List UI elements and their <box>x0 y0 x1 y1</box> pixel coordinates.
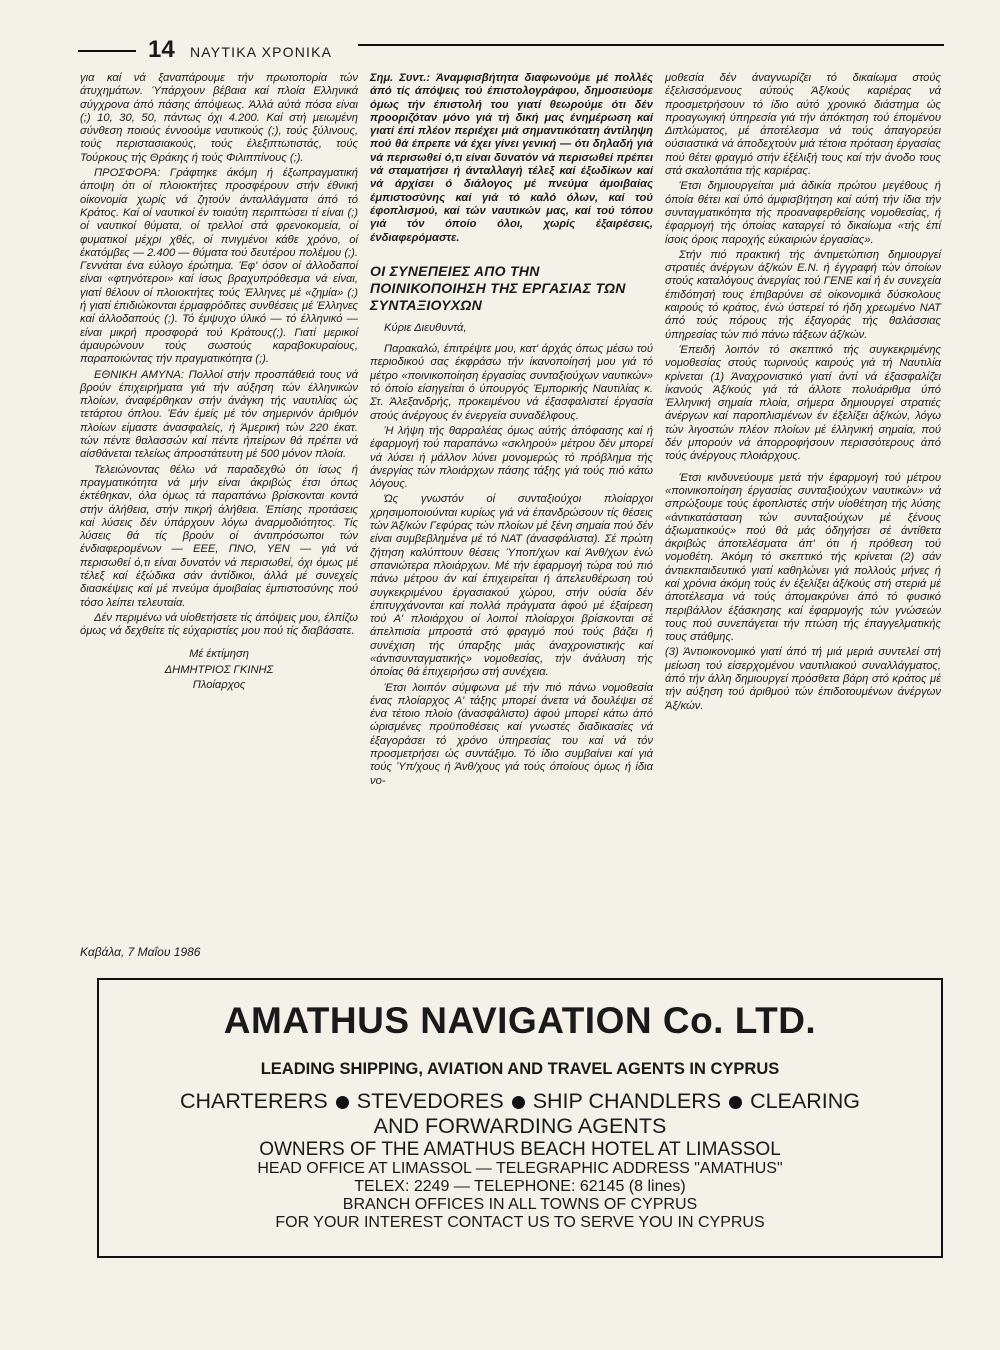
page-header <box>78 36 944 66</box>
paragraph: ΕΘΝΙΚΗ ΑΜΥΝΑ: Πολλοί στήν προσπάθειά τους νά βρούν έπιχειρήματα γιά τήν αύξηση τών έλληνικών πλοίων, άναφέρθηκαν στήν άνάγκη τής ναυτιλίας ώς τετάρτου όπλου. Έάν έμείς μέ τόν σημερινόν άριθμόν πλοίων είμαστε άνασφαλείς, ή Άμερική τών 220 έκατ. τών πέντε θαλασσών καί πέντε ήπείρων θά πρέπει νά αίσθάνεται τελείως άπροστάτευτη μέ 500 μόνον πλοία. <box>80 368 358 461</box>
ad-branches: BRANCH OFFICES IN ALL TOWNS OF CYPRUS <box>342 1196 698 1213</box>
column-3 <box>665 72 941 715</box>
advertisement <box>97 978 943 1258</box>
service-item: SHIP CHANDLERS <box>532 1089 722 1113</box>
paragraph: Παρακαλώ, έπιτρέψτε μου, κατ' άρχάς όπως μέσω τού περιοδικού σας έκφράσω τήν ίκανοποίησή μου γιά τό μέτρο «ποινικοποίηση έργασίας συνταξιούχων ναυτικών» τό όποίο είσηγείται ό ύπουργός Έμπορικής Ναυτιλίας κ. Στ. Άλεξανδρής, προκειμένου νά έξασφαλιστεί έργασία στούς άνέργους έν ένεργεία συναδέλφους. <box>370 343 653 422</box>
ad-telex: TELEX: 2249 — TELEPHONE: 62145 (8 lines) <box>354 1178 686 1195</box>
ad-owners: OWNERS OF THE AMATHUS BEACH HOTEL AT LIMASSOL <box>259 1139 781 1160</box>
paragraph: Έπειδή λοιπόν τό σκεπτικό τής συγκεκριμένης νομοθεσίας στούς τωρινούς καιρούς γιά τή Ναυτιλία κρίνεται (1) Άναχρονιστικό γιατί άντί νά έξασφαλίζει ίκανούς Άξ/κούς γιά τά άλλοτε πολυάριθμα ύπό Έλληνική σημαία πλοία, σήμερα δημιουργεί στρατιές άνέργων καί παροπλισμένων έν έξελίξει άξ/κών, λόγω τών λιγοστών πλέον πλοίων μέ έλληνική σημαία, πού δέν μπορούν νά άπορροφήσουν περισσότερους άπό τούς άνέργους πλοιάρχους. <box>665 343 941 463</box>
paragraph: Έτσι δημιουργείται μιά άδικία πρώτου μεγέθους ή όποία θέτει καί ύπό άμφισβήτηση καί αύτή τήν ίδια τήν συνταγματικότητα τής προαναφερθείσης νομοθεσίας, ή έφαρμογή τής όποίας καταργεί τό δικαίωμα «τής έπί ίσοις όροις παροχής εύκαιριών έργασίας». <box>665 180 941 246</box>
ad-tagline: LEADING SHIPPING, AVIATION AND TRAVEL AGENTS IN CYPRUS <box>260 1060 780 1078</box>
header-rule-left <box>78 50 136 52</box>
editor-note: Σημ. Συντ.: Άναμφισβήτητα διαφωνούμε μέ πολλές άπό τίς άπόψεις τού έπιστολογράφου, δημοσιεύομε όμως τήν έπιστολή του γιατί θεωρούμε ότι δέν προοριζόταν μόνο γιά τή δική μας ένημέρωση καί γιατί έπί πλέον περιέχει μιά σημαντικότατη άντίληψη πού θά έπρεπε νά έχει γίνει γενική — ότι δηλαδή γιά νά περισωθεί ό,τι είναι δυνατόν νά περισωθεί πρέπει νά σταματήσει ή άνταλλαγή τέλεξ καί έξωδίκων καί νά άρχίσει ό διάλογος μέ πνεύμα άμοιβαίας έμπιστοσύνης καί γιά τό καλό όλων, καί τού έφοπλισμού, καί τών ναυτικών μας, καί τού τόπου γιά τόν όποίο όλοι, χωρίς έξαιρέσεις, ένδιαφερόμαστε. <box>370 72 653 244</box>
ad-contact: FOR YOUR INTEREST CONTACT US TO SERVE YOU IN CYPRUS <box>275 1214 765 1231</box>
signature-closing: Μέ έκτίμηση <box>189 648 249 661</box>
service-item: CHARTERERS <box>179 1089 328 1113</box>
service-item: CLEARING <box>750 1089 860 1113</box>
ad-services <box>99 1089 941 1139</box>
paragraph: Τελειώνοντας θέλω νά παραδεχθώ ότι ίσως ή πραγματικότητα νά μήν είναι άκριβώς έτσι όπως έκτέθηκαν, όλα όμως τά παραπάνω βρίσκονται κοντά στήν άλήθεια, στήν πικρή άλήθεια. Έπίσης προτάσεις καί λύσεις δέν ύπάρχουν λόγω άναρμοδιότητος. Τίς λύσεις θά τίς βρούν οί άντιπρόσωποι τών ένδιαφερομένων — ΕΕΕ, ΠΝΟ, ΥΕΝ — γιά νά περισωθεί ό,τι είναι δυνατόν νά περισωθεί, όχι όμως μέ τέλεξ καί έξώδικα σάν άντίδικοι, άλλά μέ συνεχείς διασκέψεις καί μέ πνεύμα άμοιβαίας έμπιστοσύνης πού τόσο λείπει τελευταία. <box>80 463 358 609</box>
place-date: Καβάλα, 7 Μαΐου 1986 <box>80 945 201 959</box>
ad-company-name: AMATHUS NAVIGATION Co. LTD. <box>223 1000 817 1041</box>
article-heading: ΟΙ ΣΥΝΕΠΕΙΕΣ ΑΠΟ ΤΗΝ ΠΟΙΝΙΚΟΠΟΙΗΣΗ ΤΗΣ ΕΡΓΑΣΙΑΣ ΤΩΝ ΣΥΝΤΑΞΙΟΥΧΩΝ <box>370 262 626 313</box>
signature-title: Πλοίαρχος <box>192 679 246 692</box>
salutation: Κύριε Διευθυντά, <box>384 321 467 334</box>
paragraph: Ώς γνωστόν οί συνταξιούχοι πλοίαρχοι χρησιμοποιούνται κυρίως γιά νά έπανδρώσουν τίς θέσεις τών Άξ/κών Γεφύρας τών πλοίων μέ ξένη σημαία πού δέν είναι συμβεβλημένα μέ τό ΝΑΤ (άνασφάλιστα). Σέ πρώτη ζήτηση καλύπτουν θέσεις Ύποπ/χων καί Άνθ/χων ένώ σπανιώτερα πλοιάρχων. Μέ τήν έφαρμογή τώρα τού πιό πάνω μέτρου άν καί έπιχειρείται ή άπελευθέρωση τού συγκεκριμένου έργασιακού χώρου, στήν ούσία δέν έπιτυγχάνονται καί πολλά πράγματα άφού μέ έξαίρεση τού Α' πλοιάρχου οί λοιποί πλοίαρχοι βρίσκονται σέ άπελπισία μπροστά στό φραγμό πού τούς βάζει ή συνέχιση τής ύπαρξης μιάς άναχρονιστικής καί «άντισυνταγματικής» νομοθεσίας, τήν άνάλυση τής όποίας θά έπιχειρήσω στή συνέχεια. <box>370 493 653 679</box>
bullet-icon <box>729 1096 742 1109</box>
paragraph: (3) Άντιοικονομικό γιατί άπό τή μιά μεριά συντελεί στή μείωση τού είσερχομένου ναυτιλιακού συναλλάγματος, άπό τήν άλλη δημιουργεί πρόσθετα βάρη στό κράτος μέ τήν αύξηση τού άριθμού τών έπιδοτουμένων άνέργων Άξ/κών. <box>665 646 941 712</box>
signature-name: ΔΗΜΗΤΡΙΟΣ ΓΚΙΝΗΣ <box>164 663 274 676</box>
column-2 <box>370 72 653 790</box>
ad-head-office: HEAD OFFICE AT LIMASSOL — TELEGRAPHIC ADDRESS "AMATHUS" <box>257 1160 783 1177</box>
paragraph: μοθεσία δέν άναγνωρίζει τό δικαίωμα στούς έξελισσόμενους αύτούς Άξ/κούς καριέρας νά προσμετρήσουν τό ίδιο αύτό χρονικό διάστημα ώς προαγωγική ύπηρεσία γιά τήν άπόκτηση τού έπομένου Διπλώματος, μέ άποτέλεσμα νά τούς άπαγορεύει ούσιαστικά νά άποδεχτούν μιά τέτοια πρόταση έργασίας πού θέτει φραγμό στήν έξέλιξή τους καί τήν άνοδο τους στά σκαλοπάτια τής καριέρας. <box>665 72 941 178</box>
service-item: AND FORWARDING AGENTS <box>373 1114 667 1138</box>
header-rule-right <box>358 44 944 46</box>
bullet-icon <box>512 1096 525 1109</box>
paragraph: για καί νά ξαναπάρουμε τήν πρωτοπορία τών άτυχημάτων. Ύπάρχουν βέβαια καί πλοία Ελληνικά σύγχρονα άπό πάσης άπόψεως. Άλλά αύτά πόσα είναι (;) 10, 30, 50, πάντως όχι 4.200. Καί στή μειωμένη σύνθεση ποιούς έννοούμε ναυτικούς (;), τούς ξύλινους, τούς περιστασιακούς, τούς έλεξιπτωτιστάς, τούς Τούρκους τής Θράκης ή τούς Φιλιππίνους (;). <box>80 72 358 164</box>
paragraph: Ή λήψη τής θαρραλέας όμως αύτής άπόφασης καί ή έφαρμογή τού παραπάνω «σκληρού» μέτρου δέν μπορεί νά λύσει ή μάλλον λύνει μονομερώς τό πρόβλημα τής άνεργίας τών πλοιάρχων πάσης τάξης γιά τούς πιό κάτω λόγους. <box>370 424 653 491</box>
paragraph: Δέν περιμένω νά υίοθετήσετε τίς άπόψεις μου, έλπίζω όμως νά δεχθείτε τίς εύχαριστίες μου πού τίς διαβάσατε. <box>80 611 358 638</box>
paragraph: Έτσι λοιπόν σύμφωνα μέ τήν πιό πάνω νομοθεσία ένας πλοίαρχος Α' τάξης μπορεί άνετα νά δουλέψει σέ ένα τέτοιο πλοίο (άνασφάλιστο) άφού μπορεί κάτω άπό ώρισμένες προϋποθέσεις καί γνωστές διαδικασίες νά έξαγοράσει τό χρόνο ύπηρεσίας του καί νά τόν προσμετρήσει ώς συντάξιμο. Τό ίδιο συμβαίνει καί γιά τούς Ύπ/χους ή Άνθ/χους γιά τούς όποίους όμως ή ίδια νο- <box>370 681 653 787</box>
bullet-icon <box>336 1096 349 1109</box>
paragraph: Στήν πιό πρακτική τής άντιμετώπιση δημιουργεί στρατιές άνέργων άξ/κών Ε.Ν. ή έγγραφή τών όποίων στούς καταλόγους άνεργίας τού ΓΕΝΕ καί ή έν συνεχεία έπιδότησή τους έπιβαρύνει σέ οίκονομικά δύσκολους καιρούς τό κράτος, ένώ ύστερεί τό ήδη χρεωμένο ΝΑΤ άπό τούς πόρους τής έξαγοράς τής θαλάσσιας ύπηρεσίας τών πιό πάνω τάξεων άξ/κών. <box>665 248 941 341</box>
magazine-title: ΝΑΥΤΙΚΑ ΧΡΟΝΙΚΑ <box>190 44 333 60</box>
column-1 <box>80 72 358 694</box>
page-number: 14 <box>148 36 175 63</box>
paragraph: ΠΡΟΣΦΟΡΑ: Γράφτηκε άκόμη ή έξωπραγματική άποψη ότι οί πλοιοκτήτες προσφέρουν στήν έθνική οίκονομία χωρίς νά ζητούν άνταλλάγματα άπό τό Κράτος. Καί οί ναυτικοί έν τοιαύτη περιπτώσει τί είναι (;) οί ναυτικοί θύματα, οί τρελλοί στά φρενοκομεία, οί φυματικοί μέχρι χθές, οί πνιγμένοι κάθε χρόνο, οί έκατόμβες — 2.400 — θύματα τού δευτέρου πολέμου (;). Γεννάται ένα εύλογο έρώτημα. Έφ' όσον οί άλλοδαποί είναι «φτηνότεροι» καί ίσως βραχυπρόθεσμα νά είναι, γιατί θέλουν οί πλοιοκτήτες τούς Έλληνες μέ «ζημία» (;) ή γιατί έπιδιώκονται έρμαφρόδιτες συνθέσεις μέ Έλληνες καί άλλοδαπούς (;). Τό έμψυχο ύλικό — τό έλληνικό — είναι μικρή προσφορά τού Κράτους(;). Γιατί μερικοί άμαυρώνουν τούς σωστούς καραβοκυραίους, παραποιώντας τήν πραγματικότητα (;). <box>80 167 358 366</box>
paragraph: Έτσι κινδυνεύουμε μετά τήν έφαρμογή τού μέτρου «ποινικοποίηση έργασίας συνταξιούχων ναυτικών» νά σπρώξουμε τούς έφοπλιστές στήν υίοθέτηση τής λύσης «άντικατάσταση τών συνταξιούχων μέ ξένους άξιωματικούς» πού θά μάς όδηγήσει σέ άντίθετα άκριβώς άποτελέσματα άπ' ότι ή πρόθεση τού νομοθέτη. Άκόμη τό σκεπτικό τής κρίνεται (2) σάν άντιεκπαιδευτικό γιατί καθηλώνει γιά πολλούς μήνες ή καί χρόνια άκόμη τούς έν έξελίξει άξ/κούς στή στεριά μέ άποτέλεσμα νά τούς άπομακρύνει άπό τό φυσικό περιβάλλον έξάσκησης καί έφαρμογής τών γνώσεών τους πού συνεπάγεται τήν πτώση τής έπαγγελματικής τους στάθμης. <box>665 471 941 644</box>
service-item: STEVEDORES <box>356 1089 504 1113</box>
signature-block <box>80 648 358 692</box>
